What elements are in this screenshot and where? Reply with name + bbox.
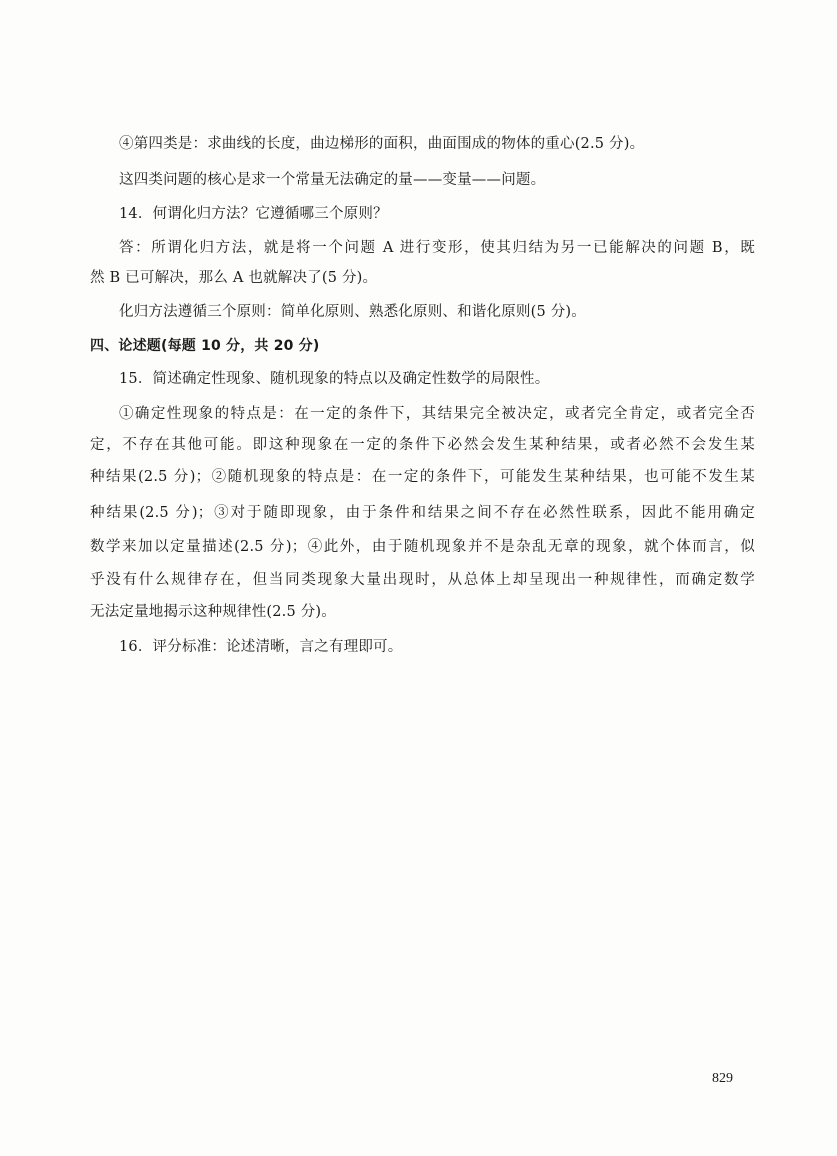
question-16: 16．评分标准：论述清晰，言之有理即可。 xyxy=(119,639,403,655)
answer-15-line-4: 种结果(2.5 分)；③对于随即现象，由于条件和结果之间不存在必然性联系，因此不能用确定 xyxy=(90,505,755,521)
answer-15-line-3: 种结果(2.5 分)；②随机现象的特点是：在一定的条件下，可能发生某种结果，也可能不发生某 xyxy=(90,469,755,485)
text-line-summary: 这四类问题的核心是求一个常量无法确定的量——变量——问题。 xyxy=(119,172,546,188)
question-15: 15．简述确定性现象、随机现象的特点以及确定性数学的局限性。 xyxy=(119,371,550,387)
answer-15-line-7: 无法定量地揭示这种规律性(2.5 分)。 xyxy=(90,604,336,620)
answer-14-line-1: 答：所谓化归方法，就是将一个问题 A 进行变形，使其归结为另一已能解决的问题 B，既 xyxy=(119,240,755,256)
answer-15-line-2: 定，不存在其他可能。即这种现象在一定的条件下必然会发生某种结果，或者必然不会发生某 xyxy=(90,437,755,453)
question-14: 14．何谓化归方法？它遵循哪三个原则？ xyxy=(119,206,388,222)
text-line-item4: ④第四类是：求曲线的长度，曲边梯形的面积，曲面围成的物体的重心(2.5 分)。 xyxy=(119,136,645,152)
answer-15-line-1: ①确定性现象的特点是：在一定的条件下，其结果完全被决定，或者完全肯定，或者完全否 xyxy=(119,406,755,422)
answer-14-principles: 化归方法遵循三个原则：简单化原则、熟悉化原则、和谐化原则(5 分)。 xyxy=(119,304,586,320)
answer-15-line-5: 数学来加以定量描述(2.5 分)；④此外，由于随机现象并不是杂乱无章的现象，就个体而言，似 xyxy=(90,539,755,555)
section-heading-essay: 四、论述题(每题 10 分，共 20 分) xyxy=(90,338,320,354)
answer-15-line-6: 乎没有什么规律存在，但当同类现象大量出现时，从总体上却呈现出一种规律性，而确定数学 xyxy=(90,572,755,588)
answer-14-line-2: 然 B 已可解决，那么 A 也就解决了(5 分)。 xyxy=(90,270,378,286)
page-number: 829 xyxy=(712,1071,733,1086)
